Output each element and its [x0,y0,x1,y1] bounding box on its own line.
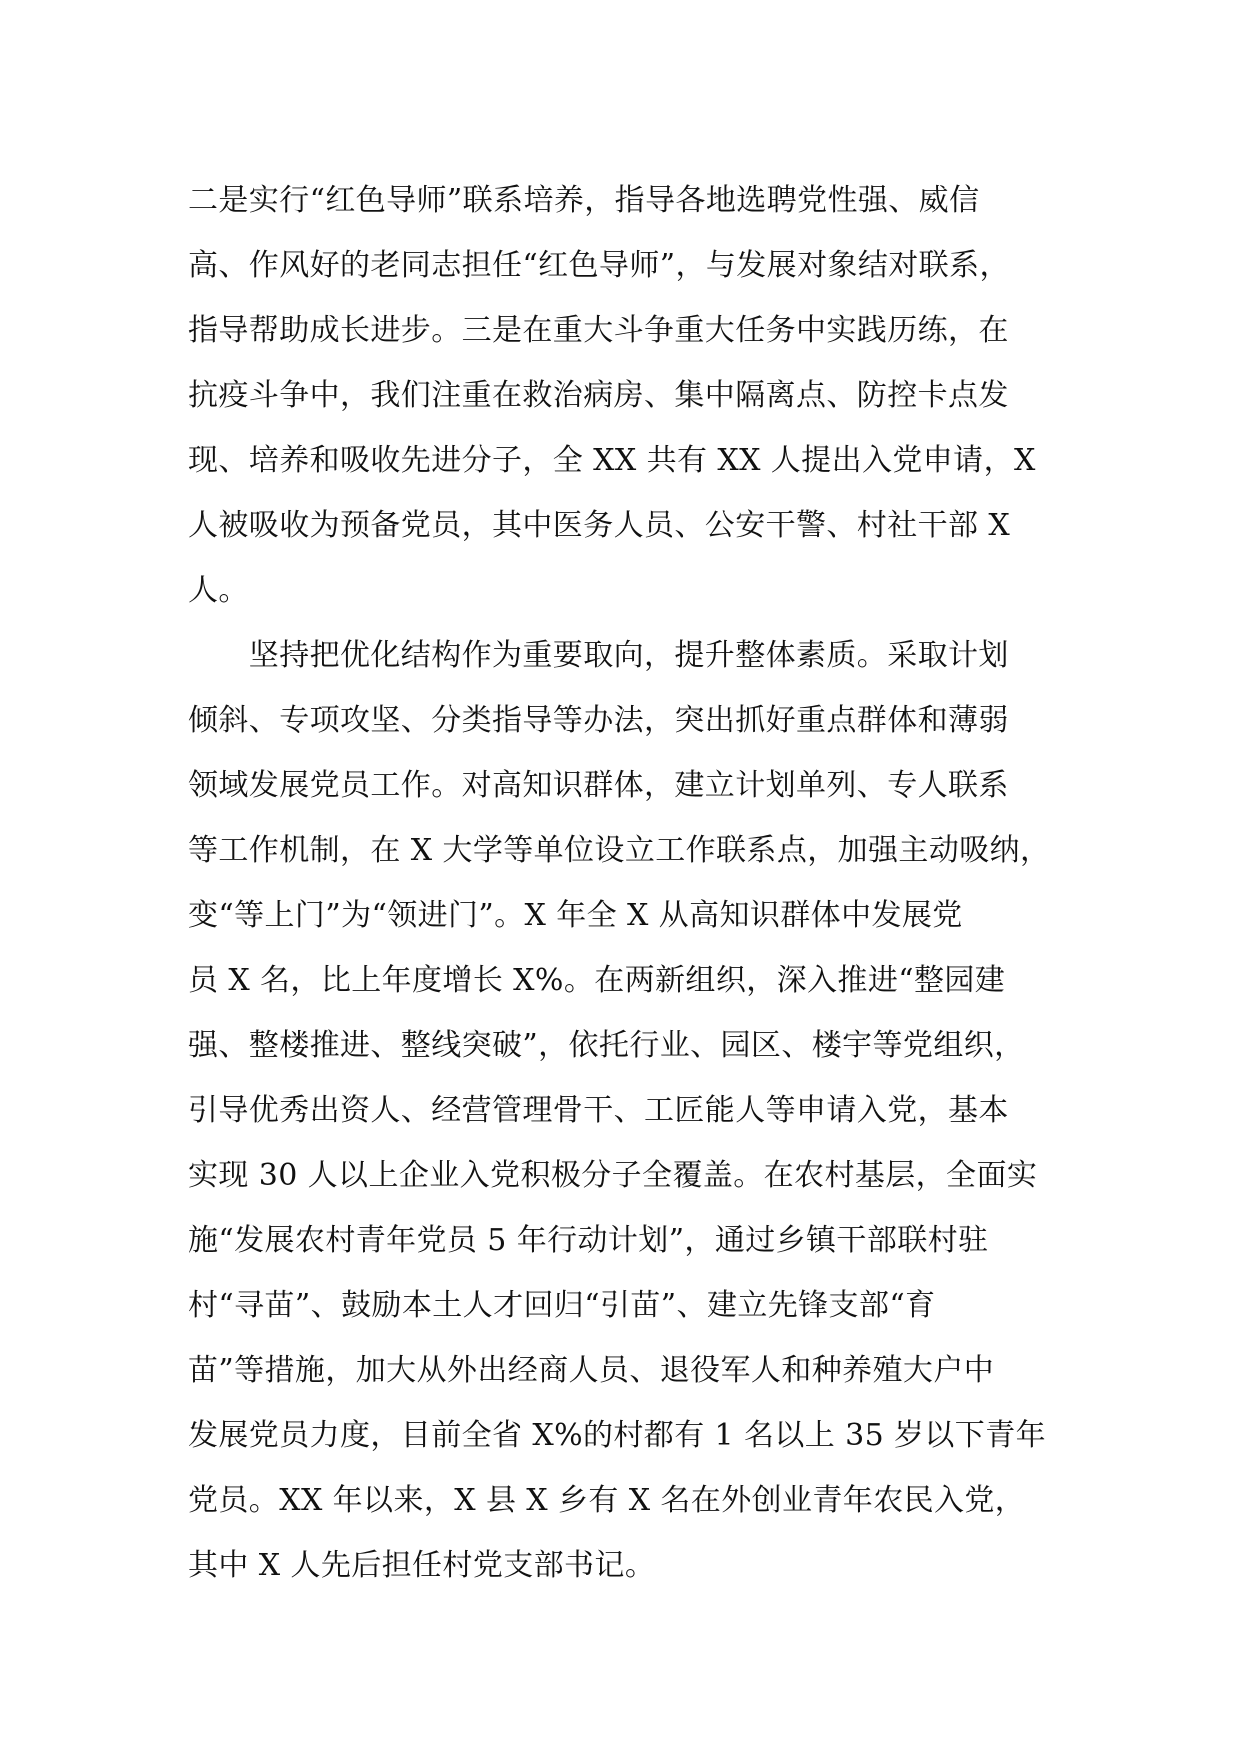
text-line: 强、整楼推进、整线突破”，依托行业、园区、楼宇等党组织， [188,1028,1025,1063]
text-line: 党员。XX 年以来，X 县 X 乡有 X 名在外创业青年农民入党， [188,1483,1026,1518]
text-line: 倾斜、专项攻坚、分类指导等办法，突出抓好重点群体和薄弱 [188,703,1009,738]
text-line: 人被吸收为预备党员，其中医务人员、公安干警、村社干部 X [188,508,1011,543]
text-line: 现、培养和吸收先进分子，全 XX 共有 XX 人提出入党申请，X [188,443,1036,478]
text-line: 引导优秀出资人、经营管理骨干、工匠能人等申请入党，基本 [188,1093,1009,1128]
text-line: 抗疫斗争中，我们注重在救治病房、集中隔离点、防控卡点发 [188,378,1009,413]
text-line: 实现 30 人以上企业入党积极分子全覆盖。在农村基层，全面实 [188,1158,1038,1193]
document-body [188,168,1088,1598]
text-line: 员 X 名，比上年度增长 X%。在两新组织，深入推进“整园建 [188,963,1006,998]
text-line: 施“发展农村青年党员 5 年行动计划”，通过乡镇干部联村驻 [188,1223,989,1258]
text-line: 苗”等措施，加大从外出经商人员、退役军人和种养殖大户中 [188,1353,995,1388]
text-line: 坚持把优化结构作为重要取向，提升整体素质。采取计划 [188,638,1009,673]
text-line: 领域发展党员工作。对高知识群体，建立计划单列、专人联系 [188,768,1009,803]
text-line: 变“等上门”为“领进门”。X 年全 X 从高知识群体中发展党 [188,898,963,933]
text-line: 二是实行“红色导师”联系培养，指导各地选聘党性强、威信 [188,183,980,218]
text-line: 其中 X 人先后担任村党支部书记。 [188,1548,656,1583]
text-line: 等工作机制，在 X 大学等单位设立工作联系点，加强主动吸纳， [188,833,1051,868]
text-line: 发展党员力度，目前全省 X%的村都有 1 名以上 35 岁以下青年 [188,1418,1047,1453]
text-line: 人。 [188,573,249,608]
text-line: 指导帮助成长进步。三是在重大斗争重大任务中实践历练，在 [188,313,1009,348]
text-line: 村“寻苗”、鼓励本土人才回归“引苗”、建立先锋支部“育 [188,1288,936,1323]
text-line: 高、作风好的老同志担任“红色导师”，与发展对象结对联系， [188,248,1010,283]
